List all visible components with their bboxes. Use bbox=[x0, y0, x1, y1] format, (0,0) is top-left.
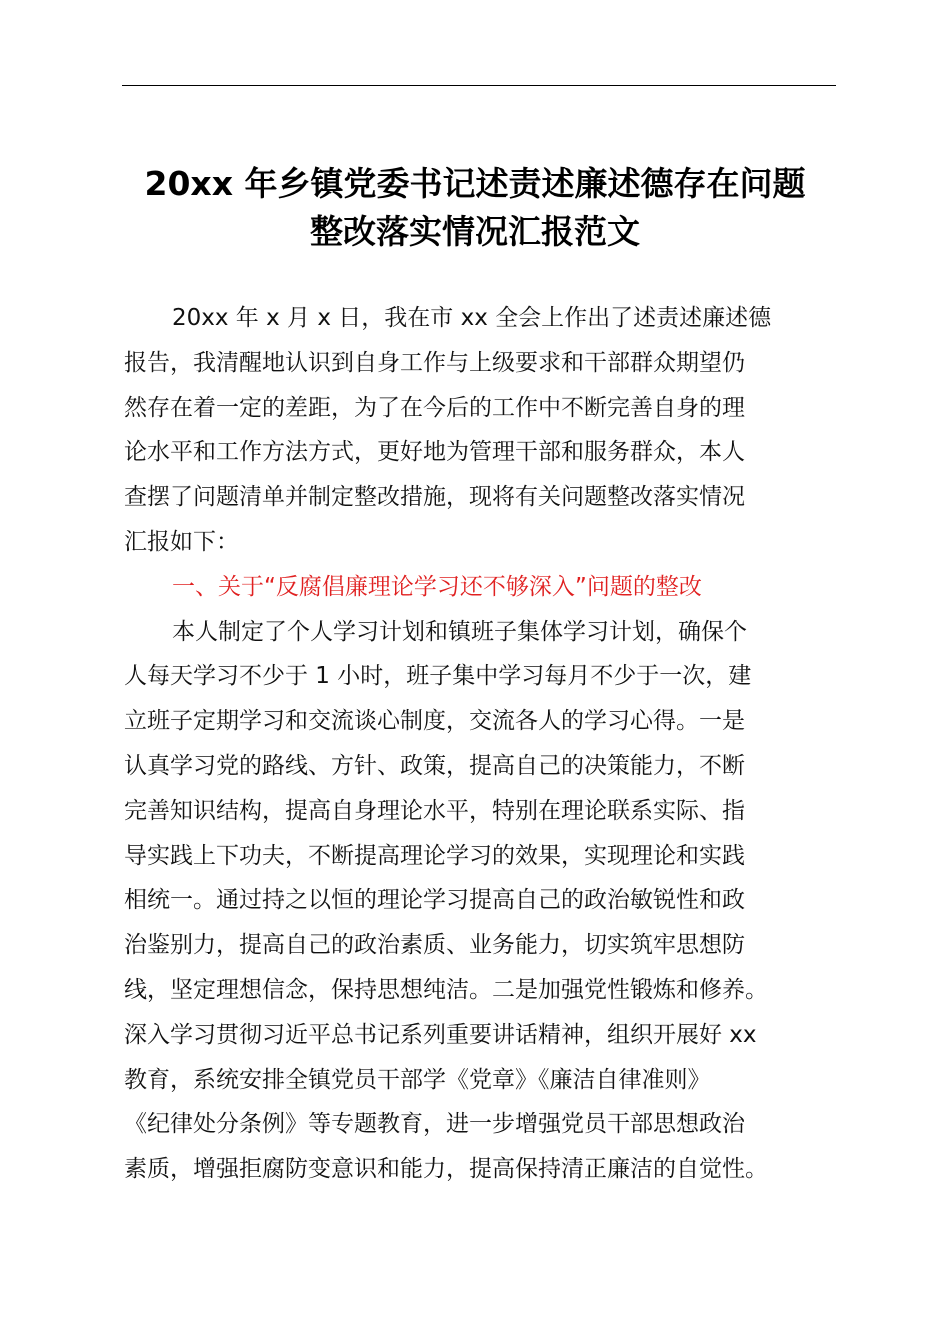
section-line: 完善知识结构，提高自身理论水平，特别在理论联系实际、指 bbox=[124, 797, 745, 824]
intro-line: 20xx 年 x 月 x 日，我在市 xx 全会上作出了述责述廉述德 bbox=[172, 305, 772, 331]
section-line: 本人制定了个人学习计划和镇班子集体学习计划，确保个 bbox=[172, 618, 747, 645]
section-line: 深入学习贯彻习近平总书记系列重要讲话精神，组织开展好 xx bbox=[124, 1021, 757, 1048]
section-line: 人每天学习不少于 1 小时，班子集中学习每月不少于一次，建 bbox=[124, 663, 752, 690]
section-heading: 一、关于“反腐倡廉理论学习还不够深入”问题的整改 bbox=[172, 573, 702, 600]
title-line-1: 20xx 年乡镇党委书记述责述廉述德存在问题 bbox=[144, 164, 806, 203]
intro-line: 汇报如下： bbox=[124, 528, 239, 555]
section-line: 立班子定期学习和交流谈心制度，交流各人的学习心得。一是 bbox=[124, 708, 745, 735]
document-body bbox=[124, 296, 850, 1192]
section-line: 导实践上下功夫，不断提高理论学习的效果，实现理论和实践 bbox=[124, 842, 745, 869]
section-line: 素质，增强拒腐防变意识和能力，提高保持清正廉洁的自觉性。 bbox=[124, 1156, 768, 1183]
section-line: 认真学习党的路线、方针、政策，提高自己的决策能力，不断 bbox=[124, 752, 745, 779]
intro-line: 然存在着一定的差距，为了在今后的工作中不断完善自身的理 bbox=[124, 394, 745, 421]
intro-line: 论水平和工作方法方式，更好地为管理干部和服务群众，本人 bbox=[124, 439, 745, 466]
section-line: 教育，系统安排全镇党员干部学《党章》《廉洁自律准则》 bbox=[124, 1066, 711, 1093]
section-line: 相统一。通过持之以恒的理论学习提高自己的政治敏锐性和政 bbox=[124, 887, 745, 914]
document-title bbox=[0, 160, 950, 256]
section-line: 线，坚定理想信念，保持思想纯洁。二是加强党性锻炼和修养。 bbox=[124, 976, 768, 1003]
intro-line: 报告，我清醒地认识到自身工作与上级要求和干部群众期望仍 bbox=[124, 349, 745, 376]
intro-line: 查摆了问题清单并制定整改措施，现将有关问题整改落实情况 bbox=[124, 484, 745, 511]
section-line: 《纪律处分条例》等专题教育，进一步增强党员干部思想政治 bbox=[124, 1111, 745, 1138]
section-line: 治鉴别力，提高自己的政治素质、业务能力，切实筑牢思想防 bbox=[124, 932, 745, 959]
header-rule bbox=[122, 85, 836, 86]
title-line-2: 整改落实情况汇报范文 bbox=[310, 212, 640, 251]
